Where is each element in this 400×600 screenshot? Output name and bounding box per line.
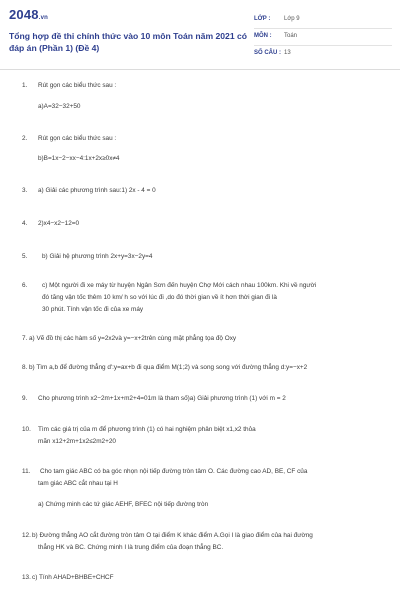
meta-value: Toán — [284, 33, 298, 39]
question-number: 10. — [22, 426, 31, 433]
question-text: Cho tam giác ABC có ba góc nhọn nội tiếp đường tròn tâm O. Các đường cao AD, BE, CF của — [40, 468, 308, 475]
question-number: 1. — [22, 82, 28, 89]
question-number: 4. — [22, 220, 28, 227]
meta-value: Lớp 9 — [284, 16, 300, 22]
question-text: 2)x4−x2−12=0 — [38, 220, 80, 227]
meta-key: MÔN : — [254, 33, 272, 39]
question-subpart: b)B=1x−2−xx−4:1x+2x≥0x≠4 — [38, 155, 120, 162]
question-number: 2. — [22, 135, 28, 142]
question-subpart: a)A=32−32+50 — [38, 103, 81, 110]
question-text-continued: thẳng HK và BC. Chứng minh I là trung điểm của đoạn thẳng BC. — [38, 544, 224, 551]
meta-key: LỚP : — [254, 16, 271, 22]
question-number: 9. — [22, 395, 28, 402]
question-number: 7. — [22, 335, 28, 342]
meta-value: 13 — [284, 50, 291, 56]
logo-suffix: .vn — [38, 15, 49, 21]
question-number: 3. — [22, 187, 28, 194]
meta-info — [254, 12, 392, 63]
question-number: 5. — [22, 253, 28, 260]
question-text-continued: tam giác ABC cắt nhau tại H — [38, 480, 118, 487]
question-text: Cho phương trình x2−2m+1x+m2+4=01m là tham số)a) Giải phương trình (1) với m = 2 — [38, 395, 286, 402]
question-text: Tìm các giá trị của m để phương trình (1) có hai nghiệm phân biệt x1,x2 thỏa — [38, 426, 256, 433]
question-subpart: a) Chứng minh các tứ giác AEHF, BFEC nội tiếp đường tròn — [38, 501, 209, 508]
question-number: 11. — [22, 468, 31, 475]
question-text: Rút gọn các biểu thức sau : — [38, 135, 117, 142]
header-divider — [0, 69, 400, 70]
question-text: a) Vẽ đồ thị các hàm số y=2x2và y=−x+2trên cùng mặt phẳng tọa độ Oxy — [29, 335, 237, 342]
site-logo[interactable] — [9, 7, 48, 22]
meta-row-count — [254, 46, 392, 63]
question-text: b) Đường thẳng AO cắt đường tròn tâm O tại điểm K khác điểm A.Gọi I là giao điểm của hai đường — [32, 532, 313, 539]
page-title: Tổng hợp đề thi chính thức vào 10 môn Toán năm 2021 có đáp án (Phần 1) (Đề 4) — [9, 31, 248, 53]
meta-key: SỐ CÂU : — [254, 50, 281, 56]
question-text: b) Tìm a,b để đường thẳng d':y=ax+b đi qua điểm M(1;2) và song song với đường thẳng d:y=−x+2 — [29, 364, 308, 371]
question-text-continued: mãn x12+2m+1x2≤2m2+20 — [38, 438, 116, 445]
question-number: 12. — [22, 532, 31, 539]
question-number: 6. — [22, 282, 28, 289]
meta-row-class — [254, 12, 392, 29]
question-text: b) Giải hệ phương trình 2x+y=3x−2y=4 — [42, 253, 153, 260]
question-number: 13. — [22, 574, 31, 581]
question-text: Rút gọn các biểu thức sau : — [38, 82, 117, 89]
logo-text: 2048 — [9, 7, 39, 22]
question-text-continued: 30 phút. Tính vận tốc đi của xe máy — [42, 306, 144, 313]
question-text: c) Tính AHAD+BHBE+CHCF — [32, 574, 114, 581]
meta-row-subject — [254, 29, 392, 46]
question-text-continued: đó tăng vận tốc thêm 10 km/ h so với lúc đi ,do đó thời gian về ít hơn thời gian đi là — [42, 294, 277, 301]
document-header — [0, 0, 400, 66]
question-text: c) Một người đi xe máy từ huyện Ngân Sơn đến huyện Chợ Mới cách nhau 100km. Khi về người — [42, 282, 317, 289]
question-number: 8. — [22, 364, 28, 371]
question-text: a) Giải các phương trình sau:1) 2x - 4 = 0 — [38, 187, 156, 194]
